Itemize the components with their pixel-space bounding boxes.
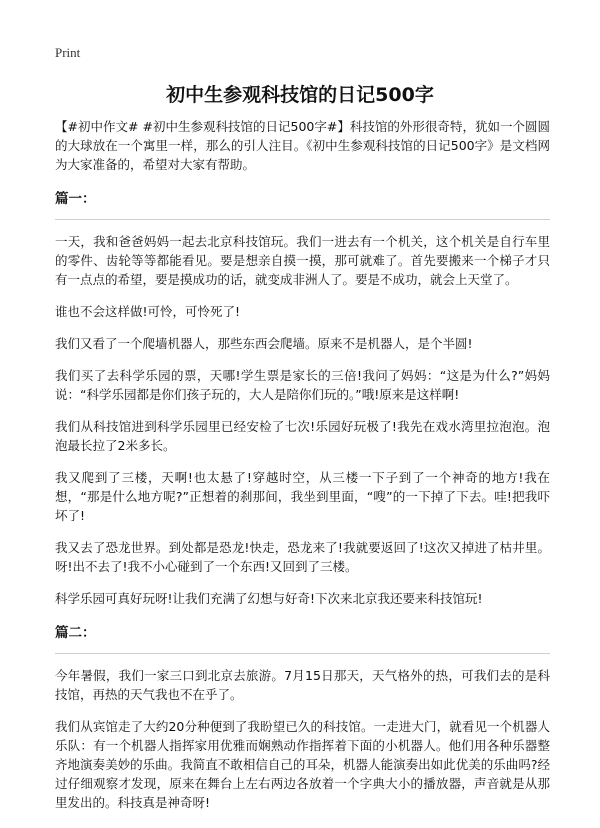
paragraph: 我又爬到了三楼，天啊!也太悬了!穿越时空，从三楼一下子到了一个神奇的地方!我在想，“那是什么地方呢?”正想着的刹那间，我坐到里面，“嗖”的一下掉了下去。哇!把我吓坏了! bbox=[55, 470, 550, 523]
paragraph: 我们从宾馆走了大约20分种便到了我盼望已久的科技馆。一走进大门，就看见一个机器人乐队：有一个机器人指挥家用优雅而娴熟动作指挥着下面的小机器人。他们用各种乐器整齐地演奏美妙的乐曲。我简直不敢相信自己的耳朵，机器人能演奏出如此优美的乐曲吗?经过仔细观察才发现，原来在舞台上左右两边各放着一个字典大小的播放器，声音就是从那里发出的。科技真是神奇呀! bbox=[55, 719, 550, 810]
paragraph: 我又去了恐龙世界。到处都是恐龙!快走，恐龙来了!我就要返回了!这次又掉进了枯井里。呀!出不去了!我不小心碰到了一个东西!又回到了三楼。 bbox=[55, 540, 550, 574]
section-divider-1 bbox=[55, 219, 550, 220]
paragraph: 我们买了去科学乐园的票，天哪!学生票是家长的三倍!我问了妈妈：“这是为什么?”妈妈说：“科学乐园都是你们孩子玩的，大人是陪你们玩的。”哦!原来是这样啊! bbox=[55, 368, 550, 402]
section-divider-2 bbox=[55, 653, 550, 654]
article-body bbox=[55, 117, 550, 825]
intro-paragraph: 【#初中作文# #初中生参观科技馆的日记500字#】科技馆的外形很奇特，犹如一个圆圆的大球放在一个寓里一样，那么的引人注目。《初中生参观科技馆的日记500字》是文档网为大家准备的，希望对大家有帮助。 bbox=[55, 119, 550, 172]
section-heading-2: 篇二： bbox=[55, 625, 96, 641]
section-heading-1: 篇一： bbox=[55, 191, 96, 207]
paragraph: 我们从科技馆进到科学乐园里已经安检了七次!乐园好玩极了!我先在戏水湾里拉泡泡。泡泡最长拉了2米多长。 bbox=[55, 419, 550, 453]
paragraph: 谁也不会这样做!可怜，可怜死了! bbox=[55, 304, 241, 319]
paragraph: 今年暑假，我们一家三口到北京去旅游。7月15日那天，天气格外的热，可我们去的是科技馆，再热的天气我也不在乎了。 bbox=[55, 668, 550, 702]
paragraph: 我们又看了一个爬墙机器人，那些东西会爬墙。原来不是机器人，是个半圆! bbox=[55, 336, 473, 351]
print-link[interactable]: Print bbox=[55, 45, 81, 60]
page-title: 初中生参观科技馆的日记500字 bbox=[166, 84, 434, 106]
paragraph: 科学乐园可真好玩呀!让我们充满了幻想与好奇!下次来北京我还要来科技馆玩! bbox=[55, 591, 483, 606]
paragraph: 一天，我和爸爸妈妈一起去北京科技馆玩。我们一进去有一个机关，这个机关是自行车里的零件、齿轮等等都能看见。要是想亲自摸一摸，那可就难了。首先要搬来一个梯子才只有一点点的希望，要是摸成功的话，就变成非洲人了。要是不成功，就会上天堂了。 bbox=[55, 234, 550, 287]
